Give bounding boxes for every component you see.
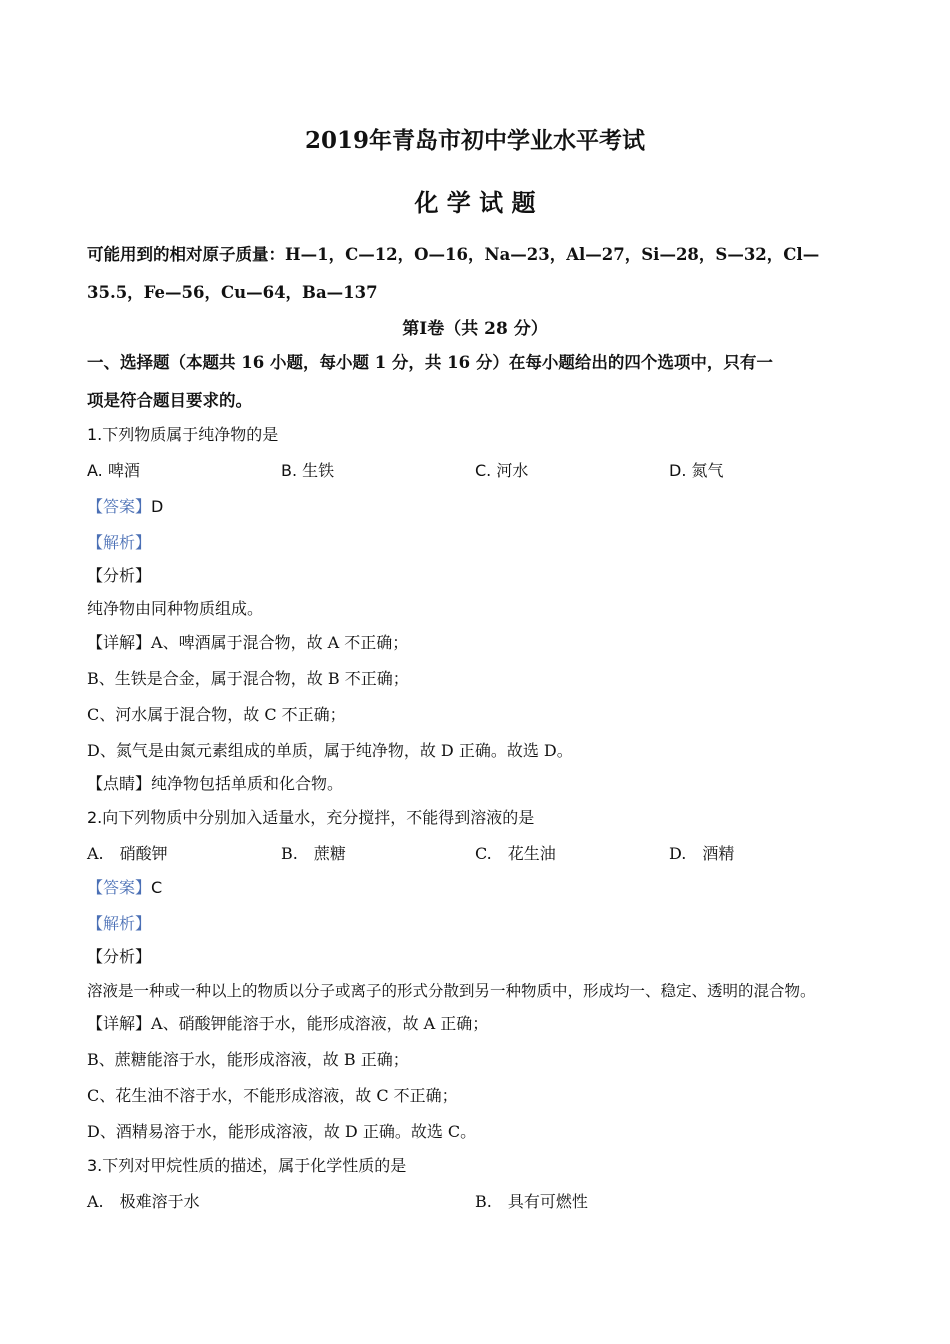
q1-option-a: A. 啤酒: [87, 461, 140, 480]
q3-stem: 3.下列对甲烷性质的描述，属于化学性质的是: [87, 1156, 407, 1175]
q2-option-d: D. 酒精: [669, 844, 735, 863]
q1-detail-label: 【详解】: [87, 633, 152, 652]
q1-detail-b: B、生铁是合金，属于混合物，故 B 不正确；: [87, 669, 409, 688]
q1-detail-c: C、河水属于混合物，故 C 不正确；: [87, 705, 346, 724]
q2-detail-a-text: A、硝酸钾能溶于水，能形成溶液，故 A 正确；: [151, 1014, 489, 1033]
q2-stem: 2.向下列物质中分别加入适量水，充分搅拌，不能得到溶液的是: [87, 808, 535, 827]
q2-answer: [87, 877, 162, 899]
q2-jiexi-label: 【解析】: [87, 914, 152, 933]
section-heading-line-2: 项是符合题目要求的。: [87, 391, 252, 410]
q1-fenxi-label: 【分析】: [87, 566, 152, 585]
exam-title: 2019年青岛市初中学业水平考试: [304, 127, 645, 154]
q1-stem: 1.下列物质属于纯净物的是: [87, 425, 279, 444]
q1-option-c: C. 河水: [475, 461, 529, 480]
q2-detail-b: B、蔗糖能溶于水，能形成溶液，故 B 正确；: [87, 1050, 409, 1069]
atomic-masses-line-2: 35.5，Fe—56，Cu—64，Ba—137: [87, 283, 378, 302]
q2-analysis: 溶液是一种或一种以上的物质以分子或离子的形式分散到另一种物质中，形成均一、稳定、透明的混合物。: [87, 982, 816, 1000]
q2-detail-d: D、酒精易溶于水，能形成溶液，故 D 正确。故选 C。: [87, 1122, 477, 1141]
q1-answer-value: D: [151, 497, 164, 516]
q2-detail-label: 【详解】: [87, 1014, 152, 1033]
q3-option-a: A. 极难溶于水: [87, 1192, 200, 1211]
q1-option-b: B. 生铁: [281, 461, 335, 480]
q2-answer-value: C: [151, 878, 163, 897]
q1-detail-a: [87, 632, 408, 654]
q1-answer-label: 【答案】: [87, 497, 152, 516]
q2-option-b: B. 蔗糖: [281, 844, 346, 863]
q1-detail-a-text: A、啤酒属于混合物，故 A 不正确；: [151, 633, 409, 652]
q1-option-d: D. 氮气: [669, 461, 724, 480]
q1-dianjing: [87, 773, 343, 795]
q2-detail-c: C、花生油不溶于水，不能形成溶液，故 C 不正确；: [87, 1086, 458, 1105]
part-title: 第Ⅰ卷（共 28 分）: [402, 319, 548, 339]
q1-jiexi-label: 【解析】: [87, 533, 152, 552]
q1-analysis: 纯净物由同种物质组成。: [87, 599, 264, 618]
q2-answer-label: 【答案】: [87, 878, 152, 897]
q1-answer: [87, 496, 163, 518]
q2-option-c: C. 花生油: [475, 844, 556, 863]
q2-fenxi-label: 【分析】: [87, 947, 152, 966]
q2-detail-a: [87, 1013, 488, 1035]
section-heading-line-1: 一、选择题（本题共 16 小题，每小题 1 分，共 16 分）在每小题给出的四个选项中，只有一: [87, 353, 773, 372]
q1-detail-d: D、氮气是由氮元素组成的单质，属于纯净物，故 D 正确。故选 D。: [87, 741, 573, 760]
q1-dianjing-text: 纯净物包括单质和化合物。: [151, 774, 344, 793]
q2-option-a: A. 硝酸钾: [87, 844, 168, 863]
q3-option-b: B. 具有可燃性: [475, 1192, 588, 1211]
q1-dianjing-label: 【点睛】: [87, 774, 152, 793]
exam-subtitle: 化 学 试 题: [414, 188, 536, 217]
atomic-masses-line-1: 可能用到的相对原子质量：H—1，C—12，O—16，Na—23，Al—27，Si—28，S—32，Cl—: [87, 245, 820, 264]
